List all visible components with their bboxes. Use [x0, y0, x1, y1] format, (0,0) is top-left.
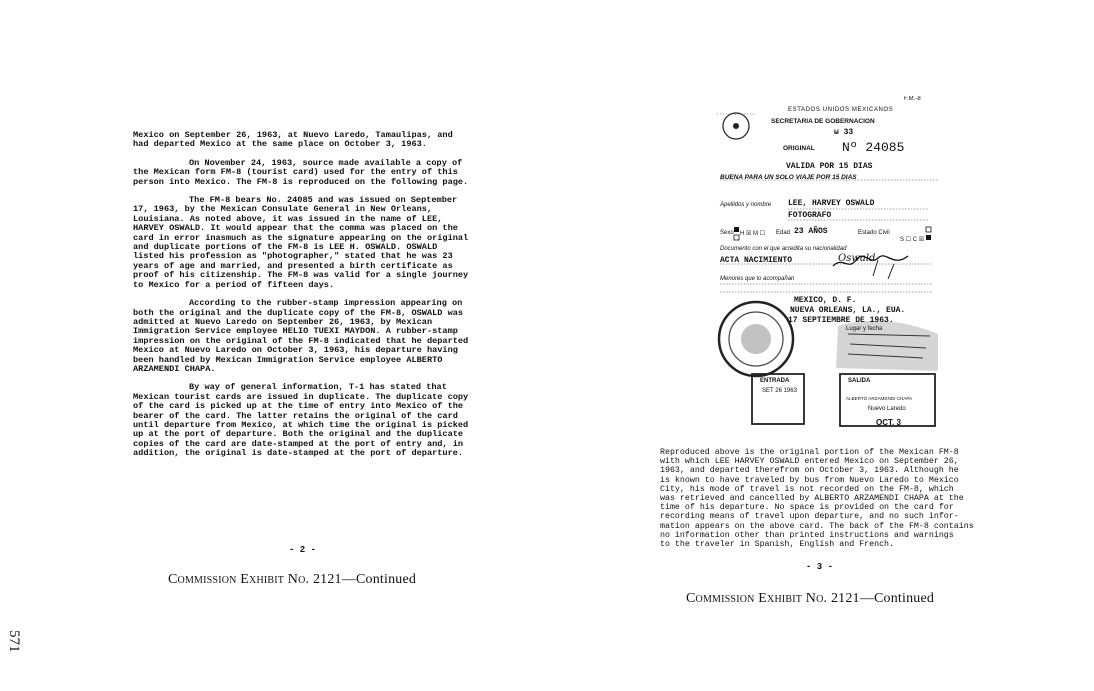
- ministry-heading: SECRETARIA DE GOBERNACION: [771, 118, 875, 125]
- paragraph: Mexico on September 26, 1963, at Nuevo Laredo, Tamaulipas, and had departed Mexico at the same place on October 3, 1963.: [133, 130, 453, 150]
- age-value: 23 AÑOS: [794, 227, 828, 236]
- age-label: Edad: [776, 230, 791, 236]
- country-heading: ESTADOS UNIDOS MEXICANOS: [788, 107, 894, 113]
- text-line: was retrieved and cancelled by ALBERTO ARZAMENDI CHAPA at the: [660, 494, 964, 504]
- caption-rest: 2121—Continued: [827, 591, 935, 606]
- card-number: Nº 24085: [842, 140, 905, 155]
- document-value: ACTA NACIMIENTO: [720, 256, 793, 265]
- surname-label: Apellidos y nombre: [720, 202, 772, 208]
- entry-stamp-date: SET 26 1963: [762, 388, 797, 394]
- text-line: is known to have traveled by bus from Nuevo Laredo to Mexico: [660, 475, 959, 485]
- paragraph: The FM-8 bears No. 24085 and was issued on September 17, 1963, by the Mexican Consulate General in New Orleans, Louisiana. As noted above, it was issued in the name of LEE, HARVEY OSWALD. It would appear that the comma was placed on the card in error inasmuch as the signature appearing on the original and duplicate portions of the FM-8 is LEE H. OSWALD. OSWALD listed his profession as "photographer," stated that he was 23 years of age and married, and presented a birth certificate as proof of his citizenship. The FM-8 was valid for a single journey to Mexico for a period of fifteen days.: [133, 195, 469, 290]
- paragraph: According to the rubber-stamp impression appearing on both the original and the duplicate copy of the FM-8, OSWALD was admitted at Nuevo Laredo on September 26, 1963, by Mexican Immigration Service employee HELIO TUEXI MAYDON. A rubber-stamp impression on the original of the FM-8 indicated that he departed Mexico at Nuevo Laredo on October 3, 1963, his departure having been handled by Mexican Immigration Service employee ALBERTO ARZAMENDI CHAPA.: [133, 298, 469, 374]
- paragraph: On November 24, 1963, source made available a copy of the Mexican form FM-8 (tourist card) used for the entry of this person into Mexico. The FM-8 is reproduced on the following page.: [133, 157, 469, 187]
- exit-stamp-label: SALIDA: [848, 378, 871, 384]
- text-line: to the traveler in Spanish, English and French.: [660, 540, 895, 550]
- document-label: Documento con el que acredita su nacionalidad: [720, 246, 847, 252]
- paragraph: By way of general information, T-1 has stated that Mexican tourist cards are issued in duplicate. The duplicate copy of the card is picked up at the time of entry into Mexico of the bearer of the card. The latter retains the original of the card until departure from Mexico, at which time the original is picked up at the port of departure. Both the original and the duplicate copies of the card are date-stamped at the port of entry and, in addition, the original is date-stamped at the port of departure.: [133, 382, 469, 459]
- exit-stamp-place: Nuevo Laredo: [868, 406, 906, 412]
- issued-date: 17 SEPTIEMBRE DE 1963.: [788, 316, 894, 325]
- entry-stamp-label: ENTRADA: [760, 378, 790, 384]
- handwritten-mark: ы 33: [834, 128, 854, 137]
- right-page-text: [660, 448, 1020, 549]
- validity-text: VALIDA POR 15 DIAS: [786, 162, 873, 171]
- minors-label: Menores que lo acompañan: [720, 276, 795, 282]
- card-artwork: [708, 96, 941, 436]
- exit-stamp-date: OCT. 3: [876, 418, 901, 427]
- text-line: recording means of travel upon departure, and no such infor-: [660, 512, 959, 522]
- text-line: time of his departure. No space is provided on the card for: [660, 503, 954, 513]
- exhibit-caption-right: [686, 591, 934, 607]
- text-line: mation appears on the above card. The back of the FM-8 contains: [660, 521, 974, 531]
- fm8-tourist-card: [708, 96, 941, 436]
- caption-prefix: Commission Exhibit No.: [168, 572, 310, 587]
- place-date-label: Lugar y fecha: [846, 326, 883, 332]
- volume-page-number: 571: [6, 630, 22, 653]
- single-trip-text: BUENA PARA UN SOLO VIAJE POR 15 DIAS: [720, 174, 857, 181]
- text-line: Reproduced above is the original portion of the Mexican FM-8: [660, 448, 959, 457]
- sex-options: H ☒ M ☐: [740, 231, 766, 237]
- text-line: no information other than printed instructions and warnings: [660, 530, 954, 540]
- text-line: City, his mode of travel is not recorded on the FM-8, which: [660, 484, 954, 494]
- exit-stamp-name: ALBERTO ARZAMENDI CHAPA: [846, 396, 913, 401]
- form-code: F.M.-8: [904, 96, 921, 102]
- name-value: LEE, HARVEY OSWALD: [788, 199, 875, 208]
- page-number-left: - 2 -: [289, 545, 317, 555]
- text-line: with which LEE HARVEY OSWALD entered Mexico on September 26,: [660, 457, 959, 467]
- profession-value: FOTOGRAFO: [788, 211, 832, 220]
- text-line: 1963, and departed therefrom on October 3, 1963. Although he: [660, 466, 959, 476]
- sex-label: Sexo: [720, 230, 734, 236]
- signature-text: Oswald: [838, 253, 876, 264]
- civil-status-label: Estado Civil: [858, 230, 890, 236]
- issued-city: NUEVA ORLEANS, LA., EUA.: [790, 306, 906, 315]
- caption-prefix: Commission Exhibit No.: [686, 591, 828, 606]
- left-page-text: [133, 131, 473, 468]
- issued-place: MEXICO, D. F.: [794, 296, 857, 305]
- exhibit-caption-left: [168, 572, 416, 588]
- caption-rest: 2121—Continued: [309, 572, 417, 587]
- page-number-right: - 3 -: [806, 562, 834, 572]
- civil-status-options: S ☐ C ☒: [900, 237, 925, 243]
- original-label: ORIGINAL: [783, 145, 815, 152]
